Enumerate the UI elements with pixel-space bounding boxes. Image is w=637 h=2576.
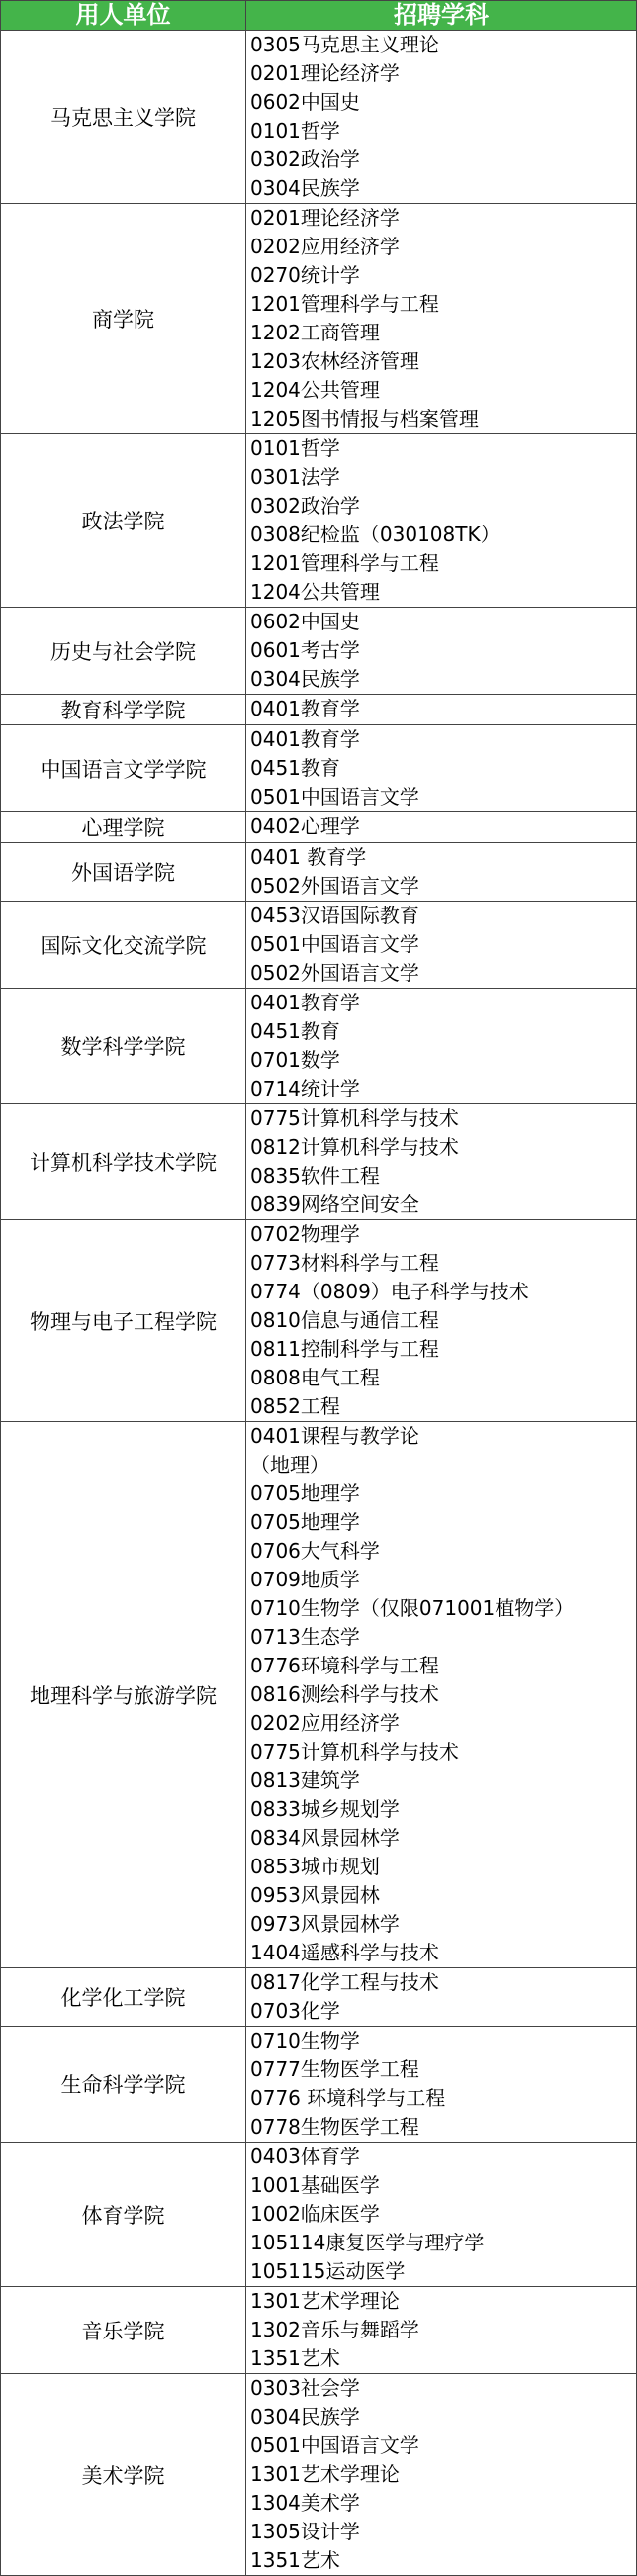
table-header bbox=[1, 1, 637, 31]
subject-item: 0773材料科学与工程 bbox=[250, 1251, 439, 1275]
subject-item: 0774（0809）电子科学与技术 bbox=[250, 1280, 529, 1303]
subject-item: 0776 环境科学与工程 bbox=[250, 2086, 446, 2110]
subject-item: 1203农林经济管理 bbox=[250, 349, 419, 373]
subjects-cell bbox=[246, 2143, 637, 2287]
subjects-cell bbox=[246, 1104, 637, 1220]
subject-item: 1204公共管理 bbox=[250, 378, 380, 402]
subject-item: 105114康复医学与理疗学 bbox=[250, 2231, 485, 2254]
table-row bbox=[1, 1422, 637, 1968]
table-row bbox=[1, 902, 637, 989]
subjects-cell bbox=[246, 2027, 637, 2143]
subject-item: 0705地理学 bbox=[250, 1510, 360, 1534]
table-row bbox=[1, 2143, 637, 2287]
subject-item: 105115运动医学 bbox=[250, 2259, 406, 2283]
subject-item: 0304民族学 bbox=[250, 667, 360, 691]
unit-cell: 地理科学与旅游学院 bbox=[1, 1422, 246, 1968]
subject-item: 1304美术学 bbox=[250, 2491, 360, 2515]
subject-item: 0710生物学（仅限071001植物学） bbox=[250, 1596, 575, 1620]
subject-item: 1201管理科学与工程 bbox=[250, 551, 439, 575]
subject-item: 0713生态学 bbox=[250, 1625, 360, 1649]
subject-item: 0853城市规划 bbox=[250, 1855, 380, 1878]
table-row bbox=[1, 204, 637, 434]
subject-item: 0810信息与通信工程 bbox=[250, 1308, 439, 1332]
subject-item: 0812计算机科学与技术 bbox=[250, 1135, 459, 1159]
subject-item: 0701数学 bbox=[250, 1048, 340, 1072]
table-body bbox=[1, 31, 637, 2576]
subject-item: 0201理论经济学 bbox=[250, 206, 400, 230]
subject-item: （地理） bbox=[250, 1453, 329, 1477]
subject-item: 0402心理学 bbox=[250, 814, 360, 838]
subject-item: 1002临床医学 bbox=[250, 2202, 380, 2226]
subject-item: 0714统计学 bbox=[250, 1077, 360, 1100]
unit-cell: 国际文化交流学院 bbox=[1, 902, 246, 989]
header-row bbox=[1, 1, 637, 31]
table-row bbox=[1, 725, 637, 812]
subject-item: 1201管理科学与工程 bbox=[250, 292, 439, 316]
table-row bbox=[1, 843, 637, 902]
subject-item: 0602中国史 bbox=[250, 90, 360, 114]
unit-cell: 政法学院 bbox=[1, 434, 246, 608]
subject-item: 1301艺术学理论 bbox=[250, 2289, 400, 2313]
subject-item: 0502外国语言文学 bbox=[250, 874, 419, 898]
subject-item: 0304民族学 bbox=[250, 2405, 360, 2429]
subject-item: 0702物理学 bbox=[250, 1222, 360, 1246]
unit-cell: 音乐学院 bbox=[1, 2287, 246, 2374]
subject-item: 0834风景园林学 bbox=[250, 1826, 400, 1850]
subject-item: 0706大气科学 bbox=[250, 1539, 380, 1563]
subjects-cell bbox=[246, 695, 637, 725]
unit-cell: 数学科学学院 bbox=[1, 989, 246, 1104]
subjects-cell bbox=[246, 1968, 637, 2027]
subject-item: 0816测绘科学与技术 bbox=[250, 1682, 439, 1706]
subject-item: 0401课程与教学论 bbox=[250, 1424, 419, 1448]
subject-item: 1204公共管理 bbox=[250, 580, 380, 604]
subject-item: 0202应用经济学 bbox=[250, 1711, 400, 1735]
subject-item: 1301艺术学理论 bbox=[250, 2462, 400, 2486]
subject-item: 1302音乐与舞蹈学 bbox=[250, 2318, 419, 2341]
subject-item: 0501中国语言文学 bbox=[250, 2433, 419, 2457]
subject-item: 0308纪检监（030108TK） bbox=[250, 523, 500, 546]
table-row bbox=[1, 1104, 637, 1220]
subjects-cell bbox=[246, 725, 637, 812]
table-row bbox=[1, 1220, 637, 1422]
table-row bbox=[1, 2374, 637, 2576]
table-row bbox=[1, 695, 637, 725]
subject-item: 0601考古学 bbox=[250, 638, 360, 662]
subjects-cell bbox=[246, 1220, 637, 1422]
subject-item: 0602中国史 bbox=[250, 610, 360, 633]
subject-item: 0811控制科学与工程 bbox=[250, 1337, 439, 1361]
subject-item: 0502外国语言文学 bbox=[250, 961, 419, 985]
table-row bbox=[1, 2287, 637, 2374]
table-row bbox=[1, 989, 637, 1104]
subject-item: 0776环境科学与工程 bbox=[250, 1654, 439, 1677]
unit-cell: 化学化工学院 bbox=[1, 1968, 246, 2027]
subject-item: 0451教育 bbox=[250, 1019, 340, 1043]
unit-cell: 外国语学院 bbox=[1, 843, 246, 902]
table-row bbox=[1, 2027, 637, 2143]
subject-item: 0778生物医学工程 bbox=[250, 2115, 419, 2139]
subject-item: 0817化学工程与技术 bbox=[250, 1970, 439, 1994]
subjects-cell bbox=[246, 434, 637, 608]
table-row bbox=[1, 31, 637, 204]
table-row bbox=[1, 608, 637, 695]
subject-item: 0202应用经济学 bbox=[250, 235, 400, 258]
subject-item: 0501中国语言文学 bbox=[250, 785, 419, 809]
unit-cell: 生命科学学院 bbox=[1, 2027, 246, 2143]
subject-item: 0201理论经济学 bbox=[250, 61, 400, 85]
subject-item: 0973风景园林学 bbox=[250, 1912, 400, 1936]
subject-item: 0833城乡规划学 bbox=[250, 1797, 400, 1821]
unit-cell: 心理学院 bbox=[1, 812, 246, 843]
subject-item: 0813建筑学 bbox=[250, 1768, 360, 1792]
subject-item: 0302政治学 bbox=[250, 494, 360, 518]
header-subjects: 招聘学科 bbox=[246, 1, 637, 31]
subjects-cell bbox=[246, 843, 637, 902]
subject-item: 0101哲学 bbox=[250, 119, 340, 143]
subject-item: 0401 教育学 bbox=[250, 845, 367, 869]
subjects-cell bbox=[246, 608, 637, 695]
subject-item: 0401教育学 bbox=[250, 727, 360, 751]
subject-item: 0775计算机科学与技术 bbox=[250, 1106, 459, 1130]
subjects-cell bbox=[246, 812, 637, 843]
subjects-cell bbox=[246, 989, 637, 1104]
table-row bbox=[1, 434, 637, 608]
subject-item: 0835软件工程 bbox=[250, 1164, 380, 1188]
subject-item: 0839网络空间安全 bbox=[250, 1193, 419, 1216]
subject-item: 0401教育学 bbox=[250, 991, 360, 1014]
subjects-cell bbox=[246, 1422, 637, 1968]
unit-cell: 中国语言文学学院 bbox=[1, 725, 246, 812]
subject-item: 0403体育学 bbox=[250, 2145, 360, 2168]
subject-item: 0710生物学 bbox=[250, 2029, 360, 2052]
subject-item: 1351艺术 bbox=[250, 2548, 340, 2572]
subject-item: 0705地理学 bbox=[250, 1481, 360, 1505]
subject-item: 0302政治学 bbox=[250, 147, 360, 171]
subject-item: 0953风景园林 bbox=[250, 1883, 380, 1907]
header-unit: 用人单位 bbox=[1, 1, 246, 31]
unit-cell: 商学院 bbox=[1, 204, 246, 434]
subject-item: 1351艺术 bbox=[250, 2346, 340, 2370]
unit-cell: 历史与社会学院 bbox=[1, 608, 246, 695]
subject-item: 0270统计学 bbox=[250, 263, 360, 287]
unit-cell: 马克思主义学院 bbox=[1, 31, 246, 204]
subject-item: 1205图书情报与档案管理 bbox=[250, 407, 479, 430]
subject-item: 0703化学 bbox=[250, 1999, 340, 2023]
subject-item: 0808电气工程 bbox=[250, 1366, 380, 1389]
subject-item: 0301法学 bbox=[250, 465, 340, 489]
subject-item: 1404遥感科学与技术 bbox=[250, 1941, 439, 1964]
subject-item: 1202工商管理 bbox=[250, 321, 380, 344]
unit-cell: 物理与电子工程学院 bbox=[1, 1220, 246, 1422]
subjects-cell bbox=[246, 31, 637, 204]
subject-item: 0401教育学 bbox=[250, 697, 360, 720]
subject-item: 0303社会学 bbox=[250, 2376, 360, 2400]
subject-item: 0777生物医学工程 bbox=[250, 2057, 419, 2081]
subject-item: 0501中国语言文学 bbox=[250, 932, 419, 956]
subject-item: 1305设计学 bbox=[250, 2520, 360, 2543]
subjects-cell bbox=[246, 204, 637, 434]
subject-item: 0453汉语国际教育 bbox=[250, 904, 419, 927]
subject-item: 0305马克思主义理论 bbox=[250, 33, 439, 56]
subject-item: 0852工程 bbox=[250, 1394, 340, 1418]
unit-cell: 美术学院 bbox=[1, 2374, 246, 2576]
subject-item: 0709地质学 bbox=[250, 1568, 360, 1591]
unit-cell: 教育科学学院 bbox=[1, 695, 246, 725]
subjects-cell bbox=[246, 2287, 637, 2374]
unit-cell: 体育学院 bbox=[1, 2143, 246, 2287]
subject-item: 0304民族学 bbox=[250, 176, 360, 200]
table-row bbox=[1, 812, 637, 843]
subjects-cell bbox=[246, 902, 637, 989]
unit-cell: 计算机科学技术学院 bbox=[1, 1104, 246, 1220]
subject-item: 0775计算机科学与技术 bbox=[250, 1740, 459, 1764]
subject-item: 0451教育 bbox=[250, 756, 340, 780]
subjects-cell bbox=[246, 2374, 637, 2576]
subject-item: 0101哲学 bbox=[250, 436, 340, 460]
table-row bbox=[1, 1968, 637, 2027]
subject-item: 1001基础医学 bbox=[250, 2173, 380, 2197]
